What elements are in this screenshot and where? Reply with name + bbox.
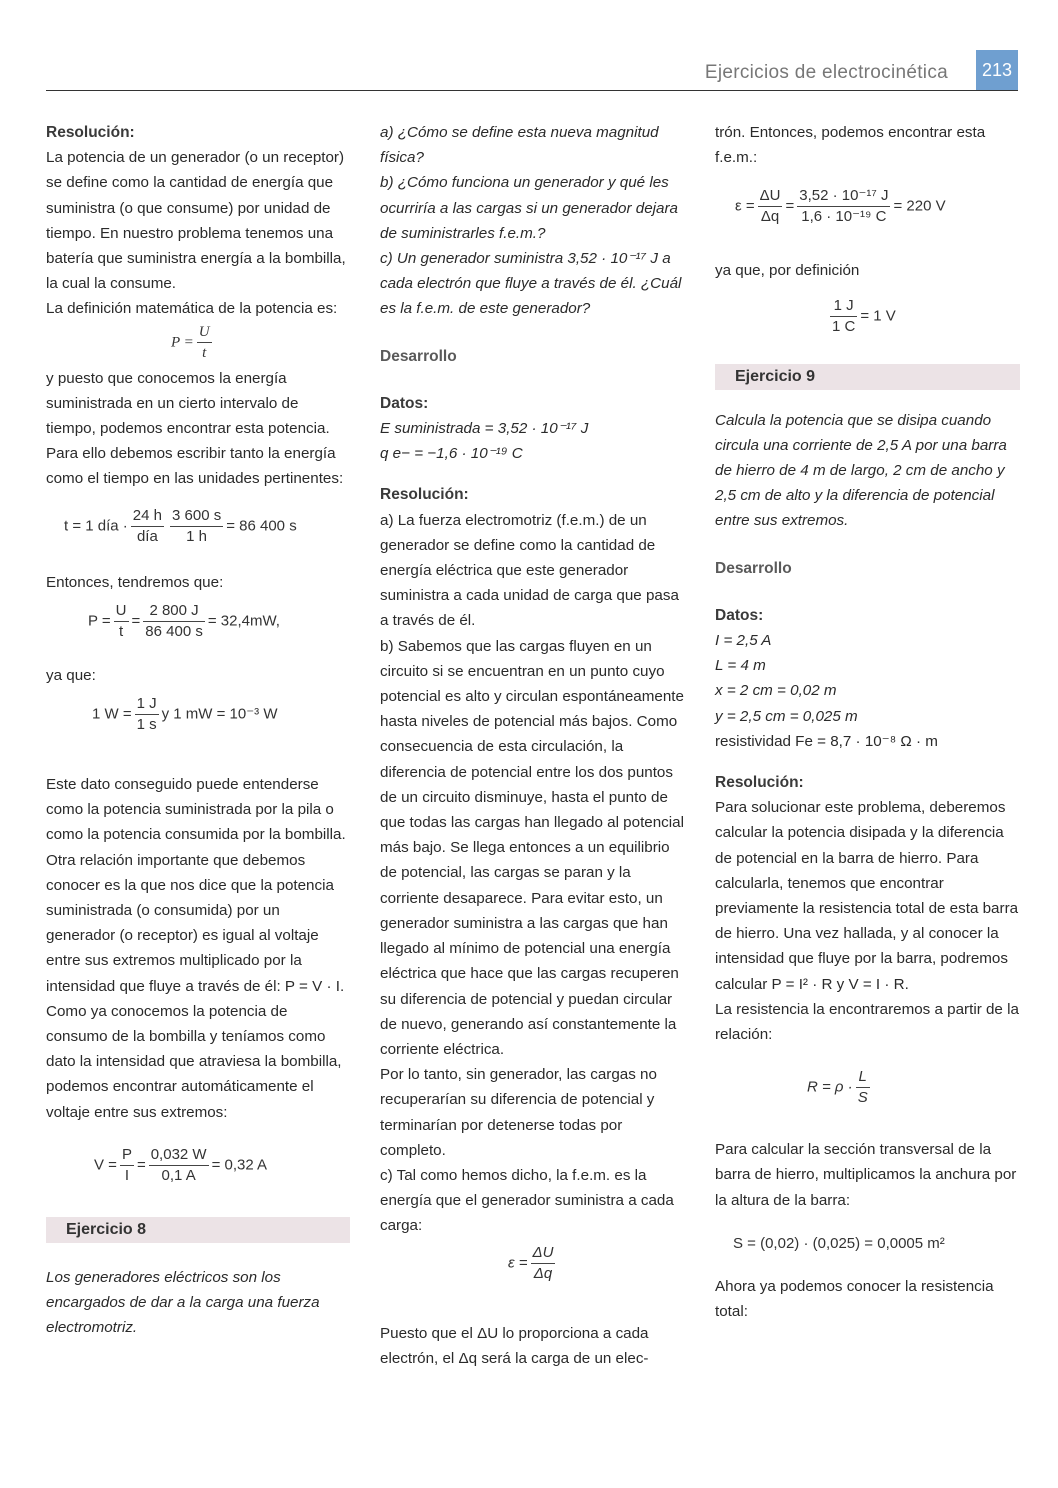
question-a: a) ¿Cómo se define esta nueva magnitud física? — [380, 124, 659, 167]
heading-desarrollo: Desarrollo — [380, 347, 457, 365]
formula-section: S = (0,02) · (0,025) = 0,0005 m² — [733, 1234, 945, 1252]
paragraph: Otra relación importante que debemos conocer es la que nos dice que la potencia suministrada (o consumida) por un generador (o receptor) es igual al voltaje entre sus extremos multiplicado por la intensidad que fluye a través de él: P = V · I. — [46, 851, 345, 995]
paragraph: ya que, por definición — [715, 262, 860, 280]
exercise-9-banner: Ejercicio 9 — [715, 364, 1020, 390]
paragraph: b) Sabemos que las cargas fluyen en un circuito si se encuentran en un punto cuyo potencial es alto y circulan espontáneamente hasta niveles de potencial más bajos. Como consecuencia de esta circulación, la diferencia de potencial entre los dos puntos de un circuito disminuye, hasta el punto de que todas las cargas han llegado al potencial más bajo. Se llega entonces a un equilibrio de potencial, las cargas se paran y la corriente desaparece. Para evitar esto, un generador suministra a las cargas que han llegado al mínimo de potencial una energía eléctrica que hace que las cargas recuperen su diferencia de potencial y puedan circular de nuevo, generando así constantemente la corriente eléctrica. — [380, 637, 684, 1058]
data-width: x = 2 cm = 0,02 m — [715, 682, 837, 700]
data-resistivity: resistividad Fe = 8,7 · 10⁻⁸ Ω · m — [715, 732, 938, 750]
column-1 — [46, 120, 350, 1341]
column-3 — [715, 120, 1020, 1325]
data-height: y = 2,5 cm = 0,025 m — [715, 707, 858, 725]
heading-datos: Datos: — [715, 606, 764, 624]
paragraph: La potencia de un generador (o un receptor) se define como la cantidad de energía que suministra (o que consume) por unidad de tiempo. En nuestro problema tenemos una batería que suministra energía a la bombilla, la cual la consume. — [46, 149, 346, 293]
paragraph: Para calcular la sección transversal de la barra de hierro, multiplicamos la anchura por la altura de la barra: — [715, 1141, 1017, 1209]
heading-datos: Datos: — [380, 394, 429, 412]
paragraph: a) La fuerza electromotriz (f.e.m.) de un generador se define como la cantidad de energía eléctrica que este generador suministra a cada unidad de carga que pasa a través de él. — [380, 511, 679, 630]
paragraph: trón. Entonces, podemos encontrar esta f.e.m.: — [715, 124, 986, 167]
exercise-8-banner: Ejercicio 8 — [46, 1217, 350, 1243]
page-number: 213 — [976, 50, 1018, 90]
heading-resolucion: Resolución: — [46, 124, 135, 141]
question-c: c) Un generador suministra 3,52 · 10⁻¹⁷ J a cada electrón que fluye a través de él. ¿Cuál es la f.e.m. de este generador? — [380, 250, 682, 318]
paragraph: ya que: — [46, 666, 96, 684]
heading-resolucion: Resolución: — [380, 486, 469, 504]
page-header — [46, 48, 1018, 91]
formula-P: P = $\frac{U}{t}$ = $\frac{2 800 J}{86 400 s}$ = 32,4mW, — [88, 601, 280, 640]
paragraph: Ahora ya podemos conocer la resistencia total: — [715, 1278, 994, 1321]
column-2 — [380, 120, 685, 1371]
paragraph: La definición matemática de la potencia es: — [46, 300, 338, 318]
formula-resistance: R = ρ · $\frac{L}{S}$ — [807, 1068, 868, 1107]
formula-W: 1 W = $\frac{1 J}{1 s}$ y 1 mW = 10⁻³ W — [92, 695, 278, 734]
data-current: I = 2,5 A — [715, 632, 772, 650]
paragraph: Puesto que el ΔU lo proporciona a cada electrón, el Δq será la carga de un elec- — [380, 1324, 649, 1367]
formula-time: t = 1 día · 24 h día $\frac{3 600 s}{1 h}$ = 86 400 s — [64, 506, 297, 545]
question-b: b) ¿Cómo funciona un generador y qué les ocurriría a las cargas si un generador dejara de suministrarles f.e.m.? — [380, 174, 679, 242]
paragraph: La resistencia la encontraremos a partir de la relación: — [715, 1000, 1019, 1044]
formula-V: V = $\frac{P}{I}$ = $\frac{0,032 W}{0,1 A}$ = 0,32 A — [94, 1145, 268, 1184]
data-charge: q e− = −1,6 · 10⁻¹⁹ C — [380, 445, 523, 463]
paragraph: Este dato conseguido puede entenderse como la potencia suministrada por la pila o como la potencia consumida por la bombilla. — [46, 776, 346, 844]
paragraph: Por lo tanto, sin generador, las cargas no recuperarían su diferencia de potencial y terminarían por detenerse todas por completo. — [380, 1066, 657, 1159]
formula-power: P = $\frac{U}{t}$ — [171, 323, 210, 361]
header-title: Ejercicios de electrocinética — [704, 62, 948, 83]
exercise-8-text: Los generadores eléctricos son los encargados de dar a la carga una fuerza electromotriz. — [46, 1268, 320, 1337]
heading-desarrollo: Desarrollo — [715, 559, 792, 577]
paragraph: Entonces, tendremos que: — [46, 573, 224, 591]
paragraph: c) Tal como hemos dicho, la f.e.m. es la energía que el generador suministra a cada carga: — [380, 1166, 674, 1235]
data-energy: E suministrada = 3,52 · 10⁻¹⁷ J — [380, 420, 589, 438]
formula-emf: ε = $\frac{\Delta U}{\Delta q}$ — [508, 1243, 554, 1282]
paragraph: y puesto que conocemos la energía suministrada en un cierto intervalo de tiempo, podemos encontrar esta potencia. Para ello debemos escribir tanto la energía como el tiempo en las unidades pertinentes: — [46, 369, 344, 488]
paragraph: Para solucionar este problema, deberemos calcular la potencia disipada y la diferencia de potencial en la barra de hierro. Para calcularla, tenemos que encontrar previamente la resistencia total de esta barra de hierro. Una vez hallada, y al conocer la intensidad que fluye por la barra, podremos calcular P = I² · R y V = I · R. — [715, 799, 1019, 993]
data-length: L = 4 m — [715, 657, 766, 675]
heading-resolucion: Resolución: — [715, 774, 804, 792]
formula-emf-value: ε = $\frac{\Delta U}{\Delta q}$ = $\frac{\text{3,52 · 10⁻¹⁷ J}}{\text{1,6 · 10⁻¹⁹ C}}$ = 220 V — [735, 187, 946, 226]
formula-volt-def: $\frac{1 J}{1 C}$ = 1 V — [832, 296, 896, 335]
paragraph: Como ya conocemos la potencia de consumo de la bombilla y teníamos como dato la intensidad que atraviesa la bombilla, podemos encontrar automáticamente el voltaje entre sus extremos: — [46, 1002, 342, 1121]
exercise-9-text: Calcula la potencia que se disipa cuando circula una corriente de 2,5 A por una barra de hierro de 4 m de largo, 2 cm de ancho y 2,5 cm de alto y la diferencia de potencial entre sus extremos. — [715, 411, 1007, 530]
